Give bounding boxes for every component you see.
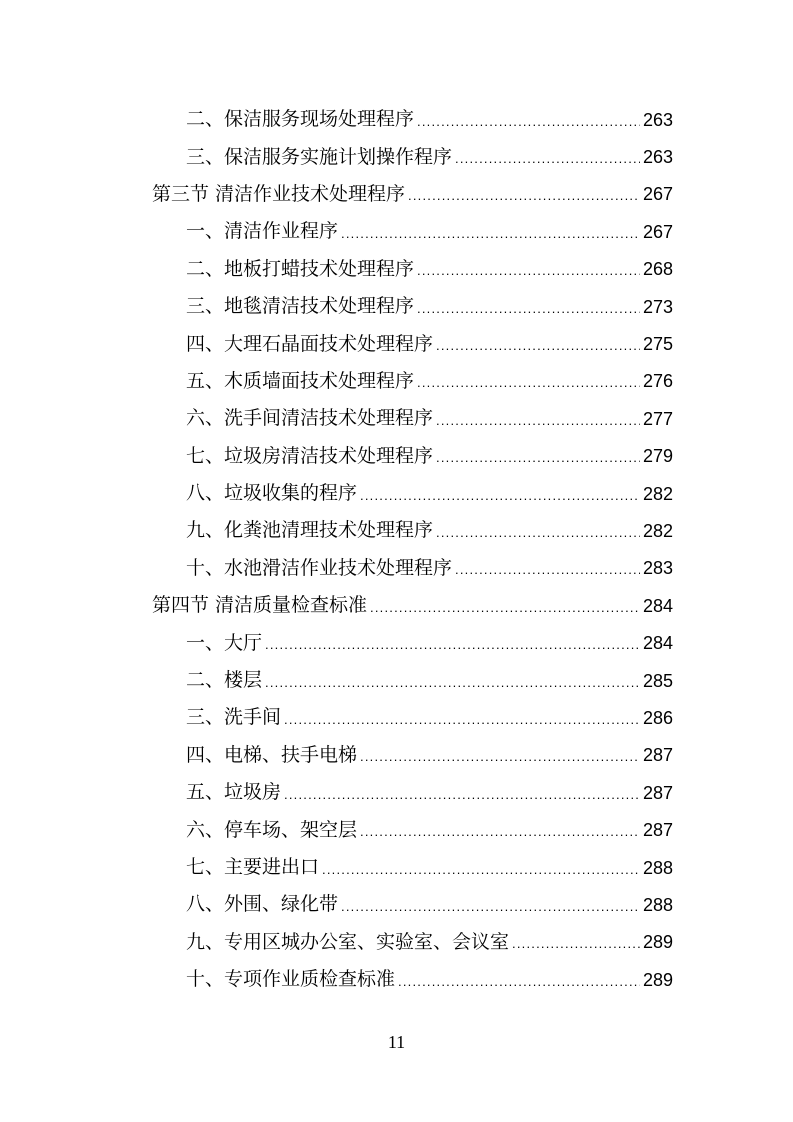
toc-entry-page-number: 267 (642, 221, 673, 242)
toc-item-row[interactable] (0, 363, 793, 400)
toc-entry-page-number: 268 (642, 259, 673, 280)
toc-entry-page-number: 273 (642, 296, 673, 317)
toc-dot-leader (265, 633, 640, 653)
toc-item-row[interactable] (0, 325, 793, 362)
toc-dot-leader (455, 147, 640, 167)
toc-entry-label: 六、停车场、架空层 (186, 818, 358, 841)
toc-entry-page-number: 276 (642, 371, 673, 392)
toc-entry-page-number: 279 (642, 446, 673, 467)
toc-entry-label: 三、保洁服务实施计划操作程序 (186, 145, 453, 168)
toc-item-row[interactable] (0, 662, 793, 699)
toc-entry-page-number: 277 (642, 408, 673, 429)
toc-dot-leader (436, 521, 640, 541)
toc-entry-label: 二、楼层 (186, 669, 263, 692)
toc-dot-leader (360, 745, 640, 765)
toc-item-row[interactable] (0, 811, 793, 848)
toc-entry-page-number: 284 (642, 633, 673, 654)
toc-dot-leader (417, 110, 640, 130)
toc-item-row[interactable] (0, 288, 793, 325)
toc-item-row[interactable] (0, 924, 793, 961)
toc-dot-leader (284, 783, 640, 803)
toc-entry-page-number: 267 (642, 184, 673, 205)
toc-entry-page-number: 286 (642, 707, 673, 728)
toc-entry-label: 七、垃圾房清洁技术处理程序 (186, 444, 434, 467)
toc-entry-page-number: 263 (642, 147, 673, 168)
toc-dot-leader (408, 184, 640, 204)
toc-item-row[interactable] (0, 512, 793, 549)
toc-entry-page-number: 288 (642, 894, 673, 915)
toc-dot-leader (341, 895, 640, 915)
toc-dot-leader (417, 259, 640, 279)
toc-entry-page-number: 283 (642, 558, 673, 579)
toc-entry-label: 六、洗手间清洁技术处理程序 (186, 407, 434, 430)
toc-entry-label: 八、外围、绿化带 (186, 893, 339, 916)
toc-entry-page-number: 282 (642, 520, 673, 541)
toc-dot-leader (360, 820, 640, 840)
toc-item-row[interactable] (0, 737, 793, 774)
toc-entry-label: 十、专项作业质检查标准 (186, 968, 396, 991)
toc-entry-label: 二、保洁服务现场处理程序 (186, 108, 415, 131)
toc-dot-leader (398, 970, 640, 990)
toc-dot-leader (360, 484, 640, 504)
toc-item-row[interactable] (0, 886, 793, 923)
toc-dot-leader (436, 409, 640, 429)
toc-entry-page-number: 289 (642, 932, 673, 953)
toc-entry-page-number: 275 (642, 334, 673, 355)
toc-entry-label: 十、水池滑洁作业技术处理程序 (186, 556, 453, 579)
toc-item-row[interactable] (0, 138, 793, 175)
toc-entry-label: 三、洗手间 (186, 706, 282, 729)
toc-dot-leader (512, 932, 640, 952)
toc-item-row[interactable] (0, 475, 793, 512)
toc-entry-page-number: 287 (642, 820, 673, 841)
toc-entry-page-number: 289 (642, 969, 673, 990)
toc-section-row[interactable] (0, 176, 793, 213)
toc-entry-page-number: 285 (642, 670, 673, 691)
toc-entry-label: 一、大厅 (186, 631, 263, 654)
toc-entry-label: 九、专用区城办公室、实验室、会议室 (186, 930, 510, 953)
toc-entry-label: 第三节 清洁作业技术处理程序 (152, 182, 406, 205)
toc-item-row[interactable] (0, 550, 793, 587)
toc-item-row[interactable] (0, 849, 793, 886)
toc-item-row[interactable] (0, 438, 793, 475)
toc-dot-leader (455, 558, 640, 578)
toc-dot-leader (370, 596, 640, 616)
toc-entry-label: 五、垃圾房 (186, 781, 282, 804)
toc-entry-page-number: 288 (642, 857, 673, 878)
toc-entry-label: 第四节 清洁质量检查标准 (152, 594, 368, 617)
toc-item-row[interactable] (0, 101, 793, 138)
toc-entry-label: 七、主要进出口 (186, 856, 320, 878)
toc-item-row[interactable] (0, 213, 793, 250)
toc-entry-page-number: 284 (642, 595, 673, 616)
toc-dot-leader (265, 671, 640, 691)
toc-entry-label: 二、地板打蜡技术处理程序 (186, 257, 415, 280)
toc-dot-leader (341, 222, 640, 242)
toc-entry-label: 四、大理石晶面技术处理程序 (186, 332, 434, 355)
toc-entry-page-number: 263 (642, 109, 673, 130)
toc-item-row[interactable] (0, 624, 793, 661)
toc-item-row[interactable] (0, 699, 793, 736)
toc-entry-label: 八、垃圾收集的程序 (186, 482, 358, 505)
toc-dot-leader (322, 858, 640, 878)
toc-entry-label: 三、地毯清洁技术处理程序 (186, 295, 415, 318)
toc-dot-leader (417, 297, 640, 317)
toc-entry-label: 九、化粪池清理技术处理程序 (186, 519, 434, 542)
page-number: 11 (387, 1032, 406, 1052)
toc-dot-leader (436, 334, 640, 354)
toc-item-row[interactable] (0, 961, 793, 998)
toc-section-row[interactable] (0, 587, 793, 624)
toc-dot-leader (436, 446, 640, 466)
toc-item-row[interactable] (0, 251, 793, 288)
toc-item-row[interactable] (0, 774, 793, 811)
toc-dot-leader (417, 371, 640, 391)
toc-entry-label: 四、电梯、扶手电梯 (186, 743, 358, 766)
toc-entry-page-number: 282 (642, 483, 673, 504)
toc-entry-page-number: 287 (642, 745, 673, 766)
toc-dot-leader (284, 708, 640, 728)
toc-entry-label: 五、木质墙面技术处理程序 (186, 369, 415, 392)
table-of-contents (0, 101, 793, 998)
toc-entry-label: 一、清洁作业程序 (186, 220, 339, 243)
toc-entry-page-number: 287 (642, 782, 673, 803)
toc-item-row[interactable] (0, 400, 793, 437)
